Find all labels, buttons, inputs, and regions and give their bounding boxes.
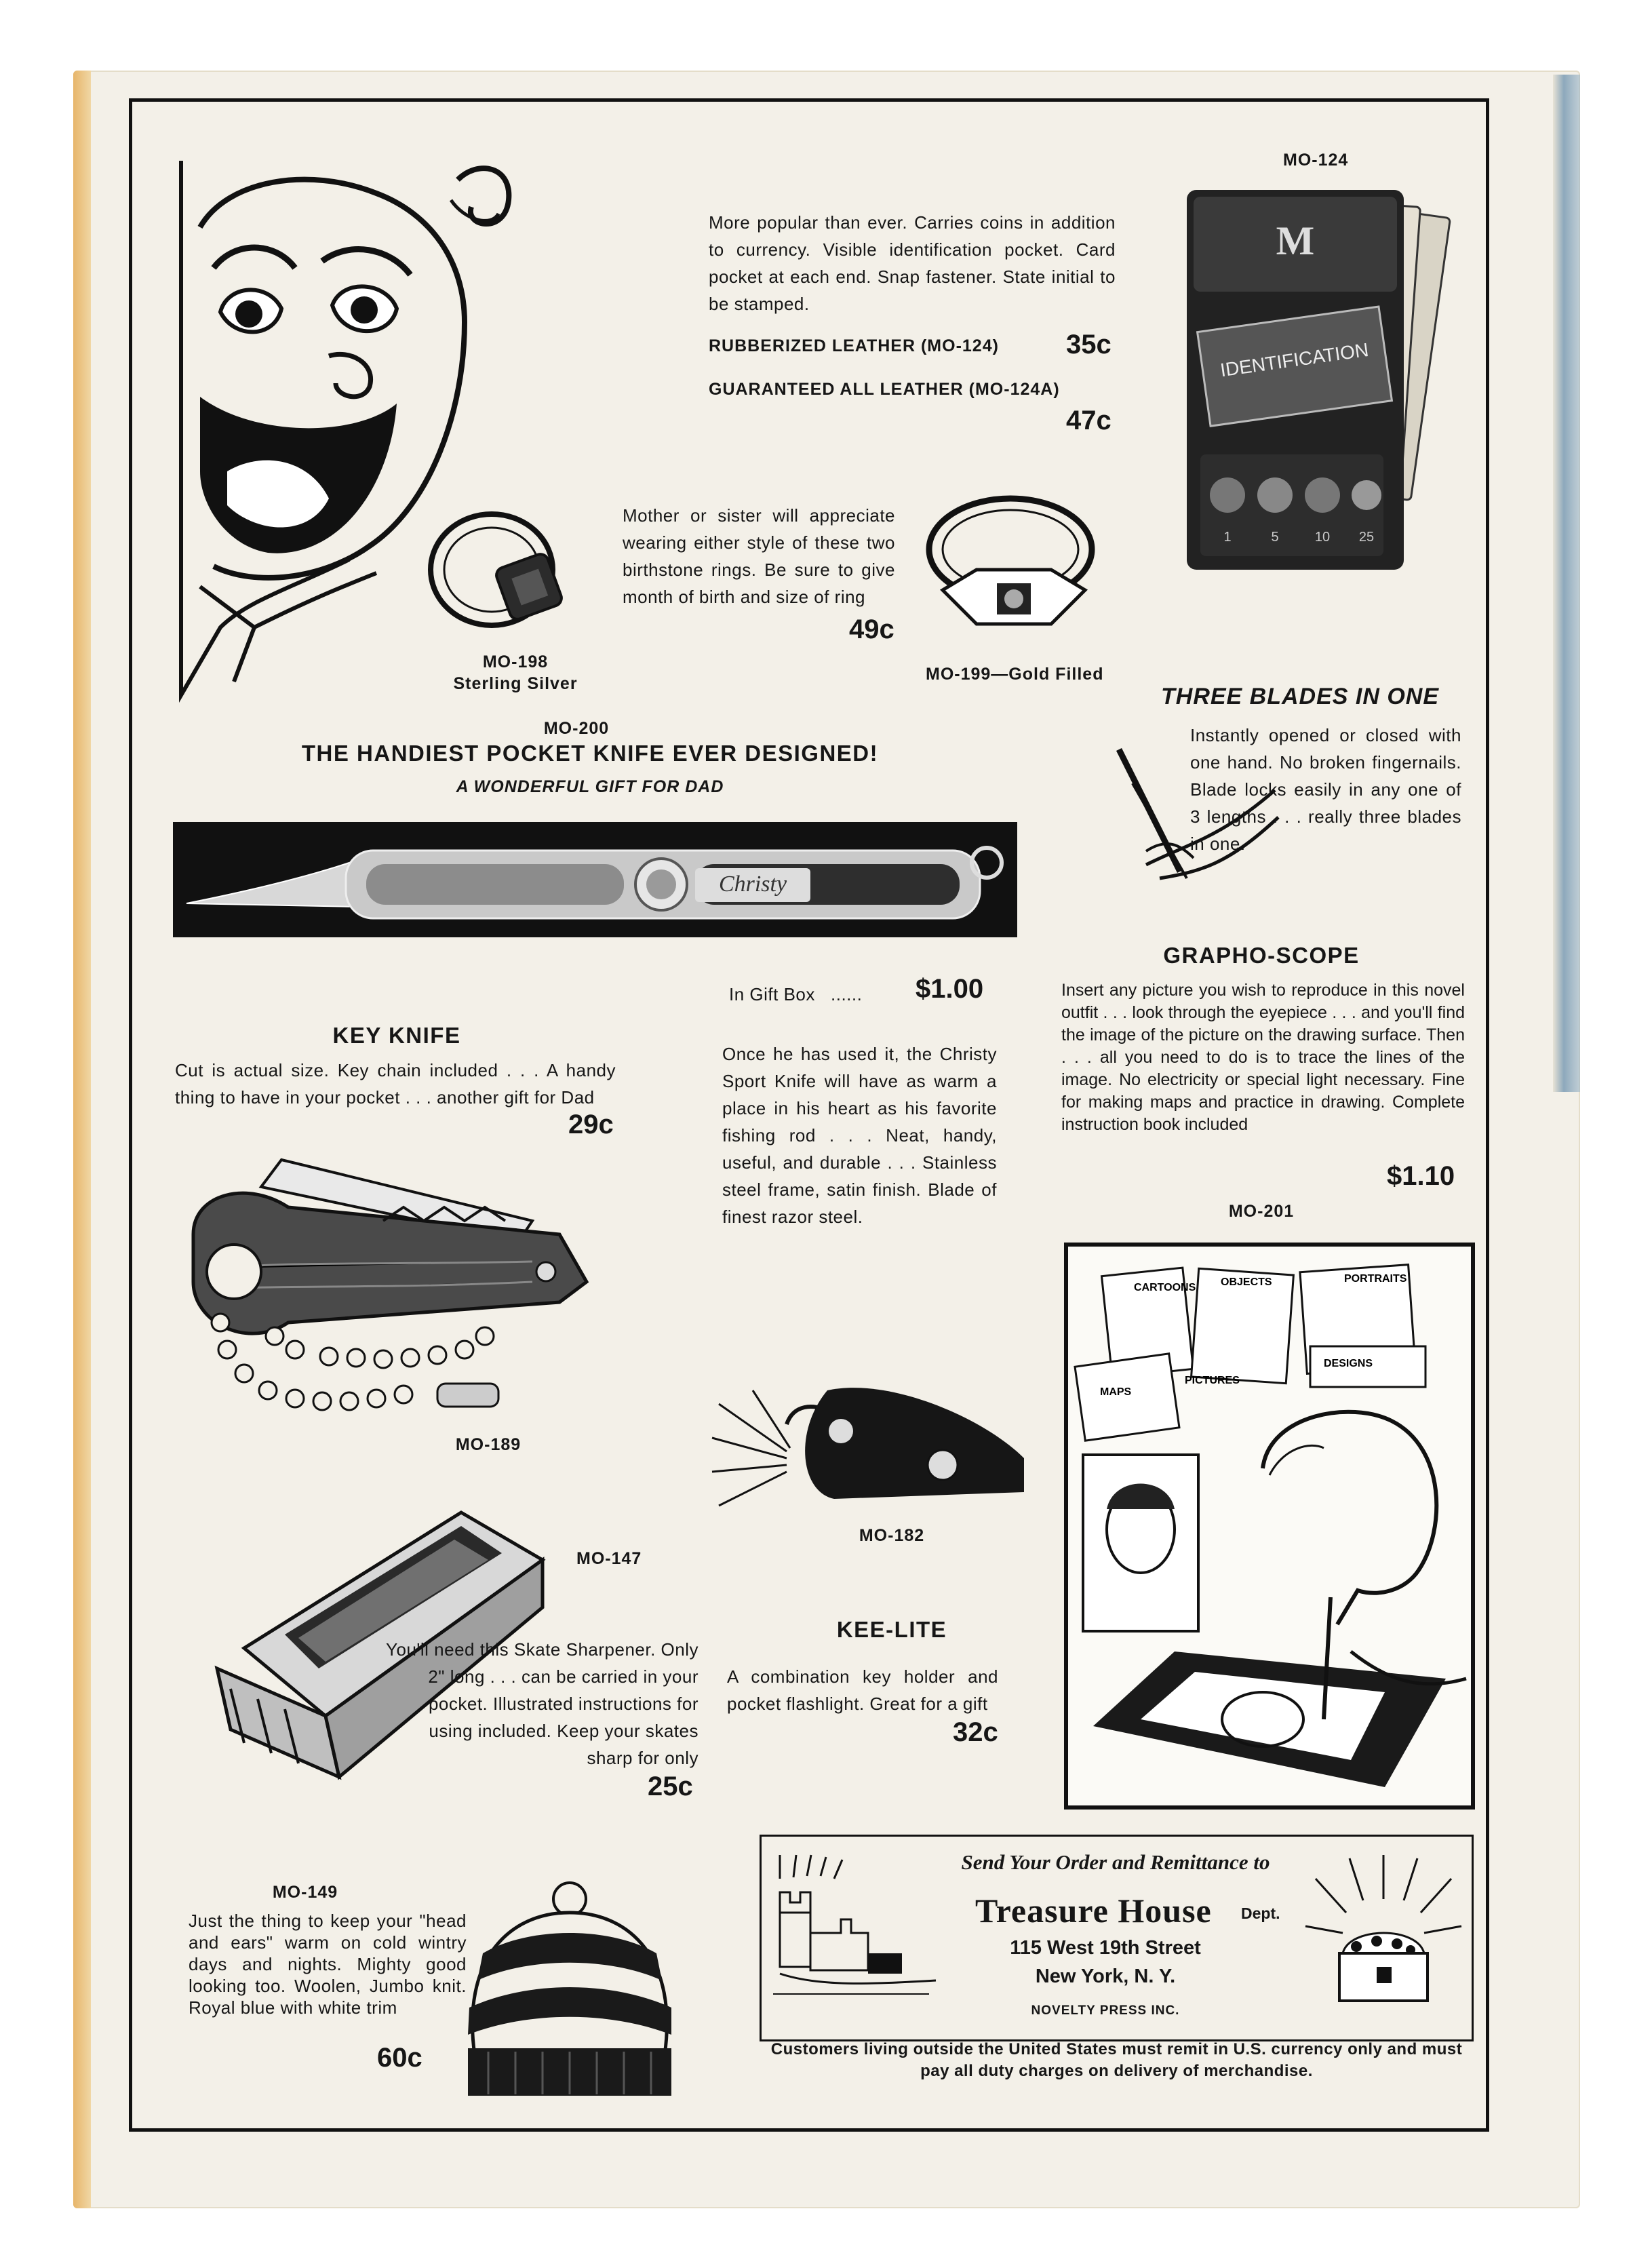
- kee-lite-description: A combination key holder and pocket flashlight. Great for a gift: [727, 1666, 998, 1714]
- wallet-code: MO-124: [1283, 151, 1349, 170]
- key-knife-price: 29c: [568, 1110, 614, 1139]
- cap-description: Just the thing to keep your "head and ears" warm on cold wintry days and nights. Mighty good looking too. Woolen, Jumbo knit. Royal blue with white trim: [189, 1911, 467, 2018]
- grapho-label-objects: OBJECTS: [1221, 1276, 1272, 1288]
- grapho-scope-description: Insert any picture you wish to reproduce in this novel outfit . . . look through the eyepiece . . . and you'll find the image of the picture on the drawing surface. Then . . . all you need to do is to trace the lines of the image. No electricity or special light necessary. Fine for making maps and practice in drawing. Complete instruction book included: [1061, 981, 1465, 1134]
- ring-mo199-illustration: [922, 488, 1112, 644]
- order-company: Treasure House: [975, 1892, 1212, 1930]
- ring-mo198-code: MO-198: [482, 652, 549, 671]
- knife-brand: Christy: [718, 872, 787, 897]
- three-blades-description: Instantly opened or closed with one hand. No broken fingernails. Blade locks easily in any one of 3 lengths . . . really three blades in one.: [1190, 725, 1461, 854]
- grapho-scope-illustration: [1066, 1245, 1473, 1807]
- wallet-card-word: IDENTIFICATION: [1219, 338, 1370, 381]
- pocket-knife-price: $1.00: [916, 974, 984, 1004]
- key-knife-illustration: [180, 1146, 614, 1431]
- wallet-option1-label: RUBBERIZED LEATHER (MO-124): [709, 336, 999, 355]
- skate-code: MO-147: [576, 1549, 642, 1568]
- pocket-knife-subhead: A WONDERFUL GIFT FOR DAD: [456, 777, 724, 796]
- wallet-description: More popular than ever. Carries coins in addition to currency. Visible identification pocket. Card pocket at each end. Snap fastener. State initial to be stamped.: [709, 212, 1116, 314]
- knit-cap-illustration: [448, 1879, 692, 2103]
- key-knife-title: KEY KNIFE: [332, 1023, 461, 1048]
- castle-icon: [766, 1852, 943, 2014]
- wallet-option2-price: 47c: [1066, 406, 1111, 435]
- wallet-coin-10: 10: [1314, 530, 1331, 545]
- ring-mo198-material: Sterling Silver: [453, 674, 578, 693]
- order-street: 115 West 19th Street: [1010, 1937, 1201, 1959]
- wallet-coin-5: 5: [1271, 530, 1279, 545]
- skate-description: You'll need this Skate Sharpener. Only 2" long . . . can be carried in your pocket. Illustrated instructions for using included. Keep your skates sharp for only: [386, 1639, 699, 1768]
- grapho-label-cartoons: CARTOONS: [1134, 1282, 1196, 1293]
- pocket-knife-price-leader: ......: [831, 984, 863, 1004]
- wallet-initial: M: [1276, 218, 1315, 263]
- grapho-label-pictures: PICTURES: [1185, 1375, 1240, 1386]
- grapho-label-designs: DESIGNS: [1324, 1358, 1373, 1369]
- order-dept: Dept.: [1241, 1904, 1280, 1922]
- pocket-knife-code: MO-200: [543, 719, 610, 738]
- wallet-coin-25: 25: [1358, 530, 1375, 545]
- pocket-knife-price-label: In Gift Box: [729, 984, 815, 1004]
- pocket-knife-description: Once he has used it, the Christy Sport Knife will have as warm a place in his heart as his favorite fishing rod . . . Neat, handy, useful, and durable . . . Stainless steel frame, satin finish. Blade of finest razor steel.: [722, 1044, 997, 1227]
- kee-lite-price: 32c: [953, 1717, 998, 1747]
- wallet-illustration: [1180, 183, 1478, 576]
- order-notice: Customers living outside the United States must remit in U.S. currency only and must pay all duty charges on delivery of merchandise.: [770, 2040, 1463, 2080]
- skate-price: 25c: [648, 1772, 693, 1801]
- cover-right-edge: [1553, 75, 1580, 1092]
- three-blades-title: THREE BLADES IN ONE: [1161, 684, 1440, 709]
- wallet-option1-price: 35c: [1066, 330, 1111, 359]
- wallet-coin-1: 1: [1223, 530, 1232, 545]
- cap-price: 60c: [377, 2043, 422, 2073]
- order-city: New York, N. Y.: [1035, 1966, 1176, 1987]
- grapho-scope-title: GRAPHO-SCOPE: [1163, 943, 1360, 968]
- grapho-scope-code: MO-201: [1228, 1202, 1295, 1221]
- rings-description: Mother or sister will appreciate wearing either style of these two birthstone rings. Be sure to give month of birth and size of ring: [623, 505, 895, 607]
- wallet-option2-label: GUARANTEED ALL LEATHER (MO-124A): [709, 380, 1060, 399]
- order-send-to: Send Your Order and Remittance to: [961, 1850, 1270, 1874]
- treasure-chest-icon: [1302, 1852, 1465, 2008]
- pocket-knife-headline: THE HANDIEST POCKET KNIFE EVER DESIGNED!: [301, 741, 879, 766]
- grapho-label-maps: MAPS: [1100, 1386, 1132, 1398]
- pocket-knife-illustration: [173, 822, 1017, 937]
- cover-spine-edge: [73, 71, 91, 2208]
- grapho-scope-price: $1.10: [1387, 1161, 1455, 1191]
- ring-mo198-illustration: [420, 492, 576, 641]
- cap-code: MO-149: [272, 1883, 338, 1902]
- kee-lite-title: KEE-LITE: [836, 1617, 947, 1642]
- key-knife-code: MO-189: [455, 1435, 522, 1454]
- key-knife-description: Cut is actual size. Key chain included . . . A handy thing to have in your pocket . . . another gift for Dad: [175, 1060, 616, 1108]
- kee-lite-illustration: [712, 1363, 1038, 1519]
- kee-lite-code: MO-182: [859, 1526, 925, 1545]
- rings-price: 49c: [849, 614, 894, 644]
- ring-mo199-label: MO-199—Gold Filled: [926, 665, 1104, 684]
- order-printer: NOVELTY PRESS INC.: [1031, 2003, 1180, 2018]
- grapho-label-portraits: PORTRAITS: [1344, 1273, 1407, 1285]
